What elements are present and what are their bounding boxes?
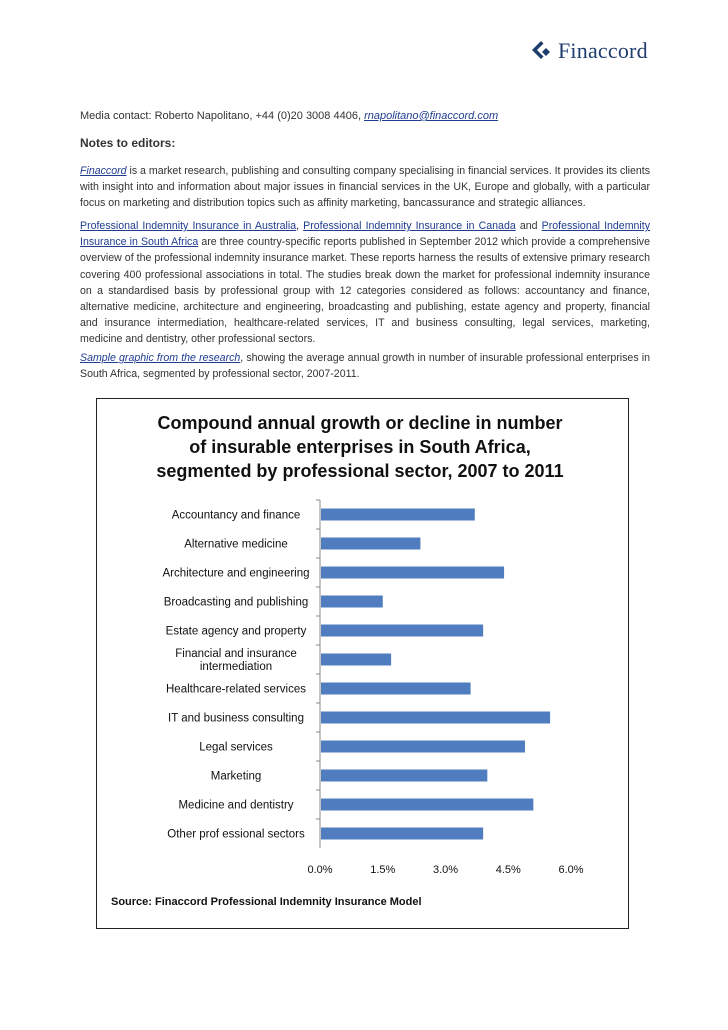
category-label-0: Accountancy and finance: [171, 509, 301, 522]
chart-source: Source: Finaccord Professional Indemnity Insurance Model: [111, 896, 422, 908]
x-tick-label-3: 4.5%: [495, 864, 521, 876]
chart-title-line-3: segmented by professional sector, 2007 to 2011: [156, 461, 564, 481]
bar-4: [321, 625, 483, 637]
reports-sep-1: ,: [296, 220, 304, 232]
media-contact-text: Media contact: Roberto Napolitano, +44 (0)20 3008 4406,: [80, 110, 365, 122]
bar-9: [321, 770, 487, 782]
bar-5: [321, 654, 391, 666]
category-label-10: Medicine and dentistry: [178, 799, 294, 812]
report-link-australia[interactable]: Professional Indemnity Insurance in Australia: [80, 220, 297, 232]
report-link-south-africa[interactable]: Professional Indemnity Insurance in South Africa: [80, 220, 650, 249]
logo-text: Finaccord: [558, 38, 648, 63]
chart-title-line-2: of insurable enterprises in South Africa,: [189, 437, 531, 457]
x-tick-label-4: 6.0%: [558, 864, 584, 876]
category-label-9: Marketing: [210, 770, 262, 783]
category-label-11: Other prof essional sectors: [167, 828, 305, 841]
bar-8: [321, 741, 525, 753]
category-label-1: Alternative medicine: [184, 538, 288, 551]
sample-graphic-link[interactable]: Sample graphic from the research: [80, 352, 241, 364]
x-tick-label-1: 1.5%: [370, 864, 396, 876]
bar-11: [321, 828, 483, 840]
bar-2: [321, 567, 504, 579]
bar-6: [321, 683, 471, 695]
category-label-7: IT and business consulting: [168, 712, 304, 725]
sample-graphic-text: , showing the average annual growth in number of insurable professional enterprises in South Africa, segmented by professional sector, 2007-2011.: [80, 352, 650, 381]
category-label-2: Architecture and engineering: [162, 567, 310, 580]
x-tick-label-0: 0.0%: [307, 864, 333, 876]
category-label-6: Healthcare-related services: [166, 683, 306, 696]
category-label-3: Broadcasting and publishing: [163, 596, 309, 609]
notes-heading: Notes to editors:: [80, 136, 176, 150]
report-link-canada[interactable]: Professional Indemnity Insurance in Canada: [303, 220, 516, 232]
category-label-5: Financial and insurance intermediation: [175, 648, 297, 673]
email-link[interactable]: rnapolitano@finaccord.com: [364, 110, 499, 122]
bar-3: [321, 596, 383, 608]
category-label-8: Legal services: [199, 741, 273, 754]
finaccord-paragraph-text: is a market research, publishing and consulting company specialising in financial services. It provides its clients with insight into and information about major issues in financial services in the UK, Europe and globally, with a particular focus on marketing and distribution topics such as affinity marketing, bancassurance and strategic alliances.: [80, 165, 650, 210]
reports-sep-2: and: [515, 220, 542, 232]
bar-1: [321, 538, 420, 550]
bar-0: [321, 509, 475, 521]
x-tick-label-2: 3.0%: [432, 864, 459, 876]
chart-title-line-1: Compound annual growth or decline in number: [157, 413, 563, 433]
reports-paragraph-text: are three country-specific reports published in September 2012 which provide a comprehensive overview of the professional indemnity insurance market. These reports harness the results of extensive primary research covering 400 professional associations in total. The studies break down the market for professional indemnity insurance on a standardised basis by professional group with 12 categories considered as follows: accountancy and finance, alternative medicine, architecture and engineering, broadcasting and publishing, estate agency and property, financial and insurance intermediation, healthcare-related services, IT and business consulting, legal services, marketing, medicine and dentistry, other professional sectors.: [80, 236, 651, 346]
finaccord-link[interactable]: Finaccord: [80, 165, 127, 177]
bar-7: [321, 712, 550, 724]
category-label-4: Estate agency and property: [165, 625, 307, 638]
bar-10: [321, 799, 533, 811]
